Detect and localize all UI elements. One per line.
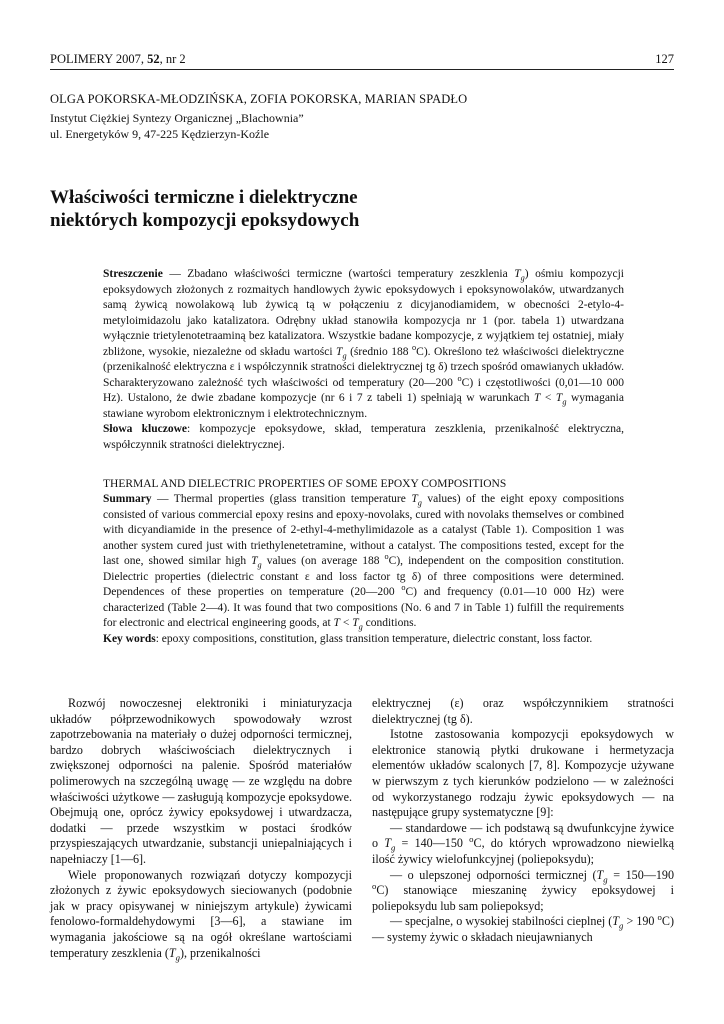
authors: OLGA POKORSKA-MŁODZIŃSKA, ZOFIA POKORSKA, MARIAN SPADŁO — [50, 92, 468, 106]
body-column-right — [372, 696, 674, 946]
body-segment: Wiele proponowanych rozwiązań dotyczy kompozycji złożonych z żywic epoksydowych sieciowanych (podobnie jak w pracy opisywanej w niniejszym artykule) żywicami fenolowo-formaldehydowymi [3—6], a stawiane im wymagania jakościowe są na ogół określane wartościami temperatury zeszklenia ( — [50, 867, 352, 960]
list-item — [372, 868, 674, 915]
abstract-english — [103, 492, 624, 647]
affiliation — [50, 110, 304, 142]
symbol-t: T — [534, 392, 541, 404]
keywords-en-label: Key words — [103, 632, 156, 645]
body-segment: — standardowe — ich podstawą są dwufunkcyjne żywice o — [372, 820, 674, 851]
affiliation-address: ul. Energetyków 9, 47-225 Kędzierzyn-Koźle — [50, 127, 270, 141]
symbol-tg: T — [596, 867, 604, 882]
symbol-tg-sub: g — [520, 273, 525, 283]
keywords-pl-text: : kompozycje epoksydowe, skład, temperatura zeszklenia, przenikalność elektryczna, współczynnik stratności dielektrycznej. — [103, 423, 625, 451]
body-segment: ), przenikalności — [179, 945, 261, 960]
symbol-tg: T — [555, 392, 563, 404]
symbol-tg: T — [411, 493, 418, 505]
symbol-tg-sub: g — [417, 498, 422, 508]
title-line-1: Właściwości termiczne i dielektryczne — [50, 187, 358, 208]
symbol-t: T — [333, 617, 340, 629]
abstract-pl-segment: (średnio 188 — [346, 345, 413, 358]
abstract-pl-segment: ) ośmiu kompozycji epoksydowych złożonych z rozmaitych handlowych żywic epoksydowych i epoksynowolaków, utwardzanych samą żywicą nowolakową lub żywicą tą w połączeniu z dicyjanodiamidem, w obecności 2-etylo-4-metyloimidazolu jako katalizatora. Odrębny układ stanowiła kompozycja nr 1 (por. tabela 1) utwardzana wyłącznie trietylenotetraaminą bez katalizatora. Wszystkie badane kompozycje, z wyjątkiem tej ostatniej, miały zbliżone, wysokie, niezależne od składu wartości — [103, 268, 624, 358]
list-item — [372, 914, 674, 945]
body-paragraph — [50, 868, 352, 962]
english-title: THERMAL AND DIELECTRIC PROPERTIES OF SOME EPOXY COMPOSITIONS — [103, 478, 507, 490]
less-than: < — [540, 392, 556, 404]
keywords-polish — [103, 422, 624, 453]
degree-sign: o — [372, 881, 377, 892]
degree-sign: o — [384, 552, 389, 562]
running-header — [50, 51, 674, 67]
keywords-english — [103, 632, 624, 648]
symbol-tg: T — [384, 836, 391, 851]
title-line-2: niektórych kompozycji epoksydowych — [50, 210, 360, 231]
journal-volume: 52 — [147, 52, 160, 66]
body-segment: > 190 — [623, 914, 658, 929]
abstract-en-segment: values) of the eight epoxy compositions consisted of various commercial epoxy resins and epoxy-novolaks, cured with novolaks themselves or combined with dicyandiamide in the presence of 2-ethyl-4-methylimidazole as a catalyst (Table 1). Composition 1 was another system cured just with triethylenetetramine, without a catalyst. The compositions tested, except for the last one, showed similar high — [103, 493, 624, 567]
abstract-pl-segment: C) i częstotliwości (0,01—10 000 Hz). Ustalono, że dwie zbadane kompozycje (nr 6 i 7 z tabeli 1) spełniają w warunkach — [103, 376, 624, 404]
body-paragraph: Rozwój nowoczesnej elektroniki i miniaturyzacja układów półprzewodnikowych spowodowały wzrost zapotrzebowania na materiały o dużej odporności termicznej, bardzo dobrych właściwościach dielektrycznych i zwiększonej odporności na palenie. Spośród materiałów polimerowych na szczególną uwagę — ze względu na dobre właściwości użytkowe — zasługują kompozycje epoksydowe. Obejmują one, oprócz żywicy epoksydowej i utwardzacza, dodatki — przede wszystkim w postaci środków przyspieszających utwardzanie, substancji uniepalniających i napełniaczy [1—6]. — [50, 696, 352, 866]
symbol-tg-sub: g — [619, 920, 624, 931]
symbol-tg-sub: g — [390, 842, 396, 853]
body-column-left — [50, 696, 352, 961]
abstract-en-segment: conditions. — [362, 617, 417, 629]
body-segment: C) stanowiące mieszaninę żywicy epoksydowej i poliepoksydu lub sam poliepoksyd; — [372, 883, 674, 913]
symbol-tg: T — [514, 268, 521, 280]
body-paragraph: Istotne zastosowania kompozycji epoksydowych w elektronice stanowią płytki drukowane i hermetyzacja elementów układów scalonych [7, 8]. Kompozycje używane w pierwszym z tych kierunków podzielono — w zależności od wykorzystanego rodzaju żywic epoksydowych — na następujące grupy systematyczne [9]: — [372, 727, 674, 820]
abstract-pl-text — [103, 267, 624, 422]
abstract-en-text — [103, 492, 624, 632]
symbol-tg: T — [251, 555, 258, 567]
symbol-tg-sub: g — [603, 873, 608, 884]
symbol-tg: T — [612, 914, 620, 929]
keywords-en-text: : epoxy compositions, constitution, glass transition temperature, dielectric constant, loss factor. — [155, 632, 593, 645]
abstract-en-segment: C) and frequency (0.01—10 000 Hz) were characterized (Table 2—4). It was found that two compositions (No. 6 and 7 in Table 1) fulfill the requirements for electronic and electrical engineering goods, at — [103, 586, 624, 629]
body-segment: = 140—150 — [395, 836, 470, 851]
degree-sign: o — [469, 834, 474, 845]
abstract-en-segment: values (on average 188 — [261, 555, 385, 567]
journal-citation — [50, 51, 186, 67]
symbol-tg: T — [336, 345, 343, 358]
abstract-pl-label: Streszczenie — [103, 268, 163, 280]
page-number: 127 — [655, 52, 674, 66]
abstract-en-label: Summary — [103, 493, 152, 505]
body-segment: = 150—190 — [607, 867, 674, 882]
abstract-en-segment: C), independent on the composition constitution. Dielectric properties (dielectric constant ε and loss factor tg δ) of three compositions were determined. Dependences of these properties on temperature (20—200 — [103, 555, 624, 598]
symbol-tg: T — [352, 617, 359, 629]
symbol-tg: T — [168, 945, 176, 960]
symbol-tg-sub: g — [257, 560, 262, 570]
symbol-tg-sub: g — [358, 622, 363, 632]
header-divider — [50, 69, 674, 70]
abstract-pl-segment: — Zbadano właściwości termiczne (wartości temperatury zeszklenia — [162, 268, 515, 280]
symbol-tg-sub: g — [562, 397, 567, 407]
body-segment: — specjalne, o wysokiej stabilności cieplnej ( — [390, 914, 613, 929]
journal-issue: , nr 2 — [159, 52, 186, 66]
degree-sign: o — [412, 342, 417, 352]
article-title — [50, 186, 650, 232]
abstract-pl-segment: wymagania stawiane wyrobom elektronicznym i elektrotechnicznym. — [103, 392, 624, 420]
keywords-pl-label: Słowa kluczowe — [103, 423, 187, 435]
list-item — [372, 821, 674, 868]
body-segment: C) — systemy żywic o składach nieujawnianych — [372, 914, 674, 944]
degree-sign: o — [401, 583, 406, 593]
abstract-en-segment: — Thermal properties (glass transition temperature — [151, 493, 412, 505]
abstract-pl-segment: C). Określono też właściwości dielektryczne (przenikalność elektryczna ε i współczynnik stratności dielektrycznej tg δ) trzech spośród omawianych układów. Scharakteryzowano zależność tych właściwości od temperatury (20—200 — [103, 345, 624, 389]
abstract-polish — [103, 267, 624, 453]
body-segment: C, do których wprowadzono niewielką ilość żywicy wielofunkcyjnej (poliepoksydu); — [372, 836, 674, 866]
degree-sign: o — [657, 912, 662, 923]
symbol-tg-sub: g — [342, 350, 347, 360]
degree-sign: o — [457, 373, 462, 383]
journal-name: POLIMERY 2007, — [50, 52, 148, 66]
body-paragraph: elektrycznej (ε) oraz współczynnikiem stratności dielektrycznej (tg δ). — [372, 696, 674, 726]
affiliation-institute: Instytut Ciężkiej Syntezy Organicznej „Blachownia” — [50, 111, 304, 125]
symbol-tg-sub: g — [175, 951, 180, 962]
less-than: < — [339, 617, 353, 629]
body-segment: — o ulepszonej odporności termicznej ( — [390, 867, 597, 882]
